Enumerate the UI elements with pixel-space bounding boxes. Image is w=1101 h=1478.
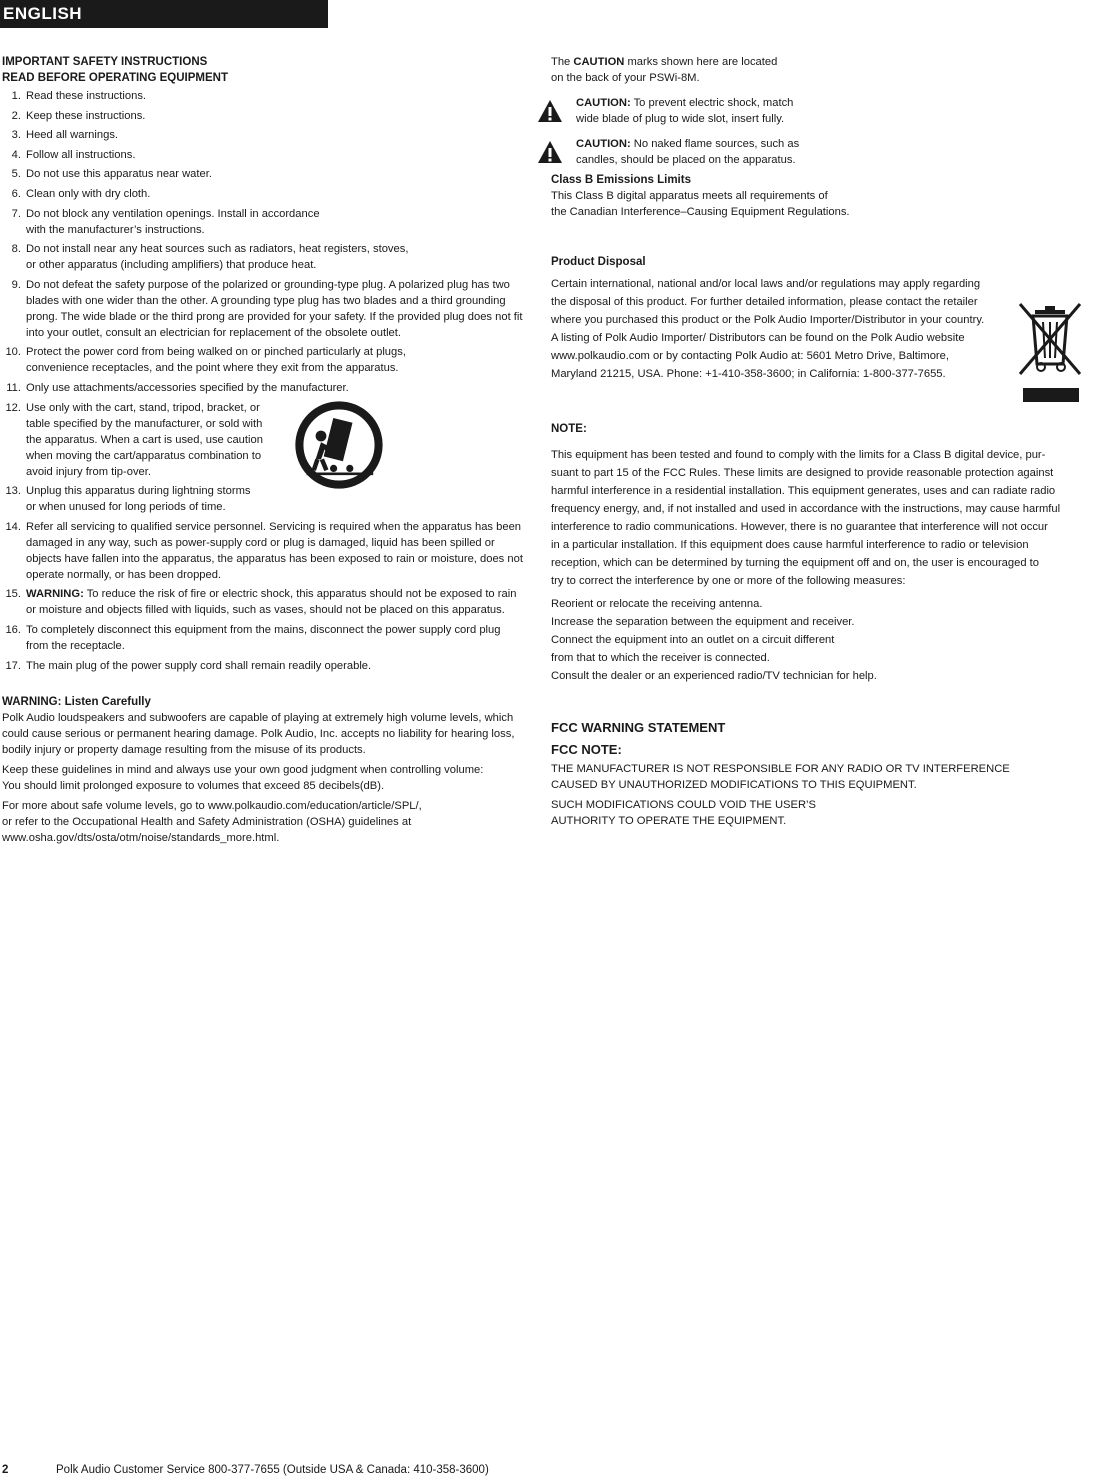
warning-triangle-icon	[537, 99, 563, 123]
regulatory-column	[551, 54, 1083, 829]
instruction-item: 3. Heed all warnings.	[11, 129, 119, 142]
instruction-item: 17. The main plug of the power supply cord shall remain readily operable.	[5, 659, 372, 672]
crossed-bin-icon	[1017, 300, 1083, 404]
page-footer	[2, 1462, 489, 1478]
cart-tip-over-warning-icon	[294, 400, 384, 490]
disposal-title: Product Disposal	[551, 256, 646, 268]
class-b-title: Class B Emissions Limits	[551, 174, 691, 186]
instruction-item: 6. Clean only with dry cloth.	[11, 187, 151, 200]
fcc-note-title: FCC NOTE:	[551, 742, 622, 757]
instruction-item: 11. Only use attachments/accessories specified by the manufacturer.	[6, 381, 349, 394]
fcc-text: SUCH MODIFICATIONS COULD VOID THE USER’S AUTHORITY TO OPERATE THE EQUIPMENT.	[551, 799, 817, 827]
measures-list: Reorient or relocate the receiving antenna. Increase the separation between the equipment and receiver. Connect the equipment into an outlet on a circuit different from that to which the receiver is connected. Consult the dealer or an experienced radio/TV technician for help.	[551, 598, 877, 682]
page-number: 2	[2, 1464, 9, 1476]
safety-instructions-column	[2, 54, 526, 846]
instruction-item: 1. Read these instructions.	[11, 90, 147, 102]
instruction-item: 5. Do not use this apparatus near water.	[11, 168, 212, 181]
caution-electric-shock: CAUTION: To prevent electric shock, match wide blade of plug to wide slot, insert fully.	[551, 95, 1083, 127]
fcc-warning-title: FCC WARNING STATEMENT	[551, 720, 726, 735]
language-label: ENGLISH	[0, 0, 328, 28]
instruction-item: 12. Use only with the cart, stand, tripod, bracket, or table specified by the manufacturer, or sold with the apparatus. When a cart is used, use caution when moving the cart/apparatus combination to avoid injury from tip-over.	[2, 400, 526, 480]
instruction-item: 14. Refer all servicing to qualified service personnel. Servicing is required when the apparatus has been damaged in any way, such as power-supply cord or plug is damaged, liquid has been spilled or objects have fallen into the apparatus, the apparatus has been exposed to rain or moisture, does not operate normally, or has been dropped.	[5, 520, 523, 581]
instruction-list	[2, 88, 526, 674]
instruction-item: 8. Do not install near any heat sources such as radiators, heat registers, stoves, or other apparatus (including amplifiers) that produce heat.	[11, 243, 409, 272]
caution-intro: The CAUTION marks shown here are located on the back of your PSWi-8M.	[551, 56, 778, 84]
instruction-item: 13. Unplug this apparatus during lightning storms or when unused for long periods of time.	[5, 485, 251, 514]
instruction-item: 9. Do not defeat the safety purpose of the polarized or grounding-type plug. A polarized plug has two blades with one wider than the other. A grounding type plug has two blades and a third grounding prong. The wide blade or the third prong are provided for your safety. If the provided plug does not fit into your outlet, consult an electrician for replacement of the obsolete outlet.	[11, 278, 523, 339]
warning-paragraph: Keep these guidelines in mind and always use your own good judgment when controlling volume: You should limit prolonged exposure to volumes that exceed 85 decibels(dB).	[2, 763, 484, 792]
warning-paragraph: For more about safe volume levels, go to www.polkaudio.com/education/article/SPL/, or refer to the Occupational Health and Safety Administration (OSHA) guidelines at www.osha.gov/dts/osta/otm/noise/standards_more.html.	[2, 799, 422, 844]
instruction-item: 15. WARNING: To reduce the risk of fire or electric shock, this apparatus should not be exposed to rain or moisture and objects filled with liquids, such as vases, should not be placed on this apparatus.	[5, 588, 517, 617]
warning-title: WARNING: Listen Carefully	[2, 695, 151, 708]
warning-triangle-icon	[537, 140, 563, 164]
fcc-text: THE MANUFACTURER IS NOT RESPONSIBLE FOR ANY RADIO OR TV INTERFERENCE CAUSED BY UNAUTHORIZED MODIFICATIONS TO THIS EQUIPMENT.	[551, 763, 1010, 791]
instruction-item: 2. Keep these instructions.	[11, 109, 146, 122]
safety-title: IMPORTANT SAFETY INSTRUCTIONS	[2, 56, 208, 68]
safety-subtitle: READ BEFORE OPERATING EQUIPMENT	[2, 72, 228, 84]
caution-naked-flame: CAUTION: No naked flame sources, such as candles, should be placed on the apparatus.	[551, 136, 1083, 168]
warning-paragraph: Polk Audio loudspeakers and subwoofers are capable of playing at extremely high volume levels, which could cause serious or permanent hearing damage. Polk Audio, Inc. accepts no liability for hearing loss, bodily injury or property damage resulting from the misuse of its products.	[2, 711, 515, 756]
disposal-text: Certain international, national and/or local laws and/or regulations may apply regarding the disposal of this product. For further detailed information, please contact the retailer where you purchased this product or the Polk Audio Importer/Distributor in your country. A listing of Polk Audio Importer/ Distributors can be found on the Polk Audio website www.polkaudio.com or by contacting Polk Audio at: 5601 Metro Drive, Baltimore, Maryland 21215, USA. Phone: +1-410-358-3600; in California: 1-800-377-7655.	[551, 278, 985, 380]
instruction-item: 10. Protect the power cord from being walked on or pinched particularly at plugs, convenience receptacles, and the point where they exit from the apparatus.	[5, 346, 406, 375]
class-b-text: This Class B digital apparatus meets all requirements of the Canadian Interference–Causing Equipment Regulations.	[551, 190, 850, 218]
instruction-item: 7. Do not block any ventilation openings. Install in accordance with the manufacturer’s instructions.	[11, 207, 320, 236]
instruction-item: 4. Follow all instructions.	[11, 148, 136, 161]
note-title: NOTE:	[551, 423, 587, 435]
customer-service-line: Polk Audio Customer Service 800-377-7655 (Outside USA & Canada: 410-358-3600)	[56, 1464, 489, 1476]
instruction-item: 16. To completely disconnect this equipment from the mains, disconnect the power supply cord plug from the receptacle.	[5, 623, 501, 652]
note-text: This equipment has been tested and found to comply with the limits for a Class B digital device, pur- suant to part 15 of the FCC Rules. These limits are designed to provide reasonable protection against harmful interference in a residential installation. This equipment generates, uses and can radiate radio frequency energy, and, if not installed and used in accordance with the instructions, may cause harmful interference to radio communications. However, there is no guarantee that interference will not occur in a particular installation. If this equipment does cause harmful interference to radio or television reception, which can be determined by turning the equipment off and on, the user is encouraged to try to correct the interference by one or more of the following measures:	[551, 449, 1061, 587]
